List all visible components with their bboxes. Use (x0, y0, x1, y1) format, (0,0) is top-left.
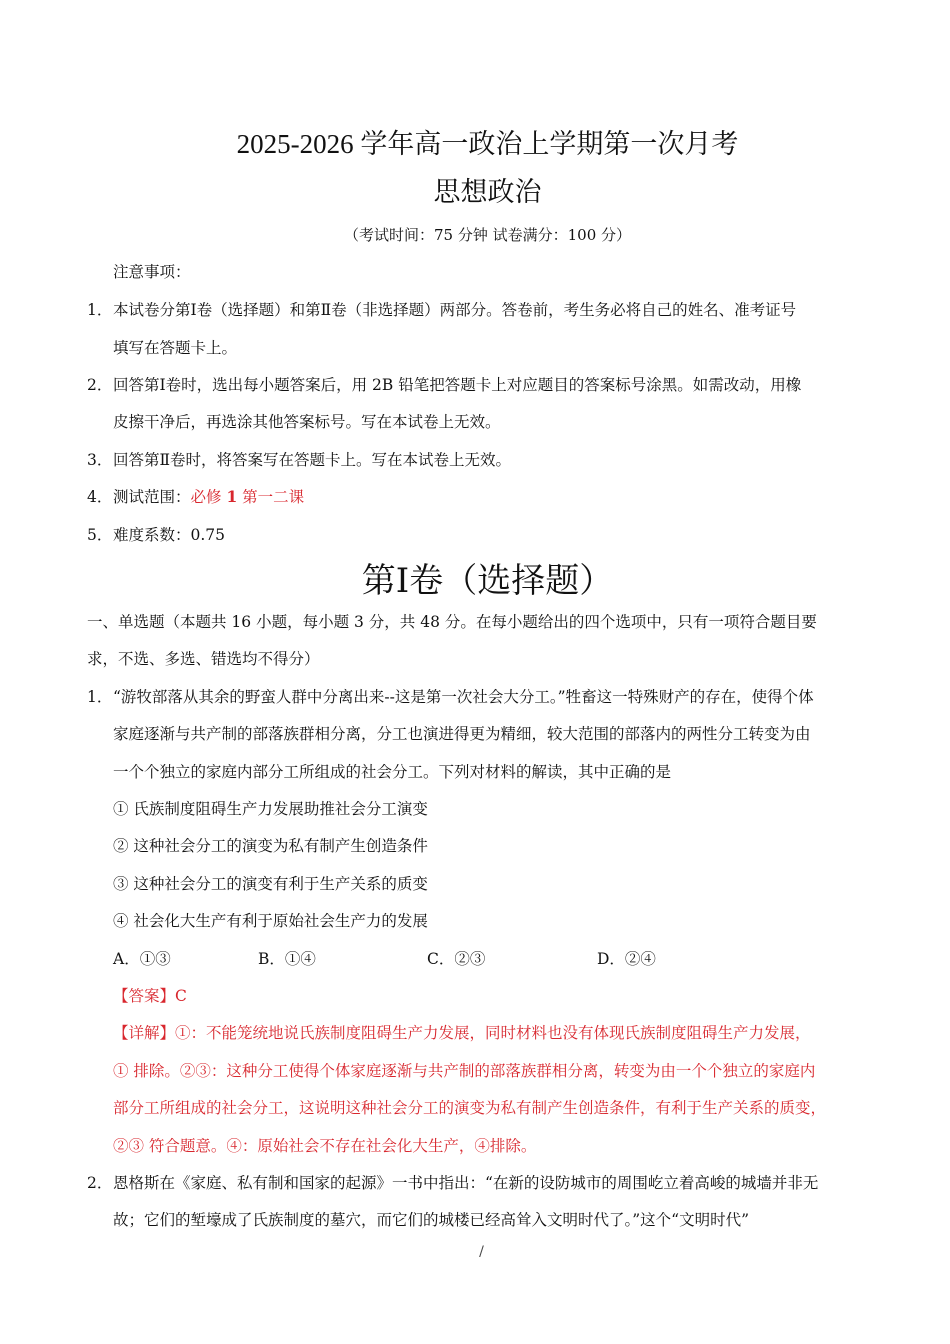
question-number: 1． (87, 688, 113, 706)
question-stem: 一个个独立的家庭内部分工所组成的社会分工。下列对材料的解读，其中正确的是 (113, 763, 672, 781)
question-stem: 家庭逐渐与共产制的部落族群相分离，分工也演进得更为精细，较大范围的部落内的两性分工转变为由 (113, 725, 811, 743)
difficulty: 难度系数：0.75 (113, 526, 226, 544)
statement: ④ 社会化大生产有利于原始社会生产力的发展 (113, 912, 428, 930)
note-text: 填写在答题卡上。 (113, 339, 238, 357)
option-b: B．①④ (258, 950, 316, 968)
page-marker: / (479, 1244, 484, 1260)
note-number: 1． (87, 301, 113, 319)
test-scope (113, 485, 304, 507)
test-scope-label: 测试范围： (113, 488, 191, 506)
analysis-line: 部分工所组成的社会分工，这说明这种社会分工的演变为私有制产生创造条件，有利于生产关系的质变， (113, 1099, 827, 1117)
note-number: 3． (87, 451, 113, 469)
answer-value: C (175, 987, 187, 1005)
note-number: 4． (87, 488, 113, 506)
test-scope-value: 必修 1 第一二课 (190, 487, 305, 506)
section-title: 第Ⅰ卷（选择题） (361, 561, 614, 601)
question-stem: “游牧部落从其余的野蛮人群中分离出来--这是第一次社会大分工。”牲畜这一特殊财产的存在，使得个体 (113, 688, 814, 706)
analysis-label: 【详解】 (113, 1024, 176, 1042)
section-instruction: 求，不选、多选、错选均不得分） (87, 650, 320, 668)
note-text: 回答第Ⅰ卷时，选出每小题答案后，用 2B 铅笔把答题卡上对应题目的答案标号涂黑。如需改动，用橡 (113, 376, 802, 394)
exam-info: （考试时间：75 分钟 试卷满分：100 分） (343, 226, 632, 244)
statement: ③ 这种社会分工的演变有利于生产关系的质变 (113, 875, 428, 893)
answer (113, 984, 187, 1006)
note-text: 本试卷分第Ⅰ卷（选择题）和第Ⅱ卷（非选择题）两部分。答卷前，考生务必将自己的姓名、准考证号 (113, 301, 797, 319)
statement: ① 氏族制度阻碍生产力发展助推社会分工演变 (113, 800, 428, 818)
option-c: C．②③ (427, 950, 486, 968)
question-stem: 故；它们的堑壕成了氏族制度的墓穴，而它们的城楼已经高耸入文明时代了。”这个“文明时代” (113, 1211, 750, 1229)
option-a: A．①③ (113, 950, 171, 968)
section-instruction: 一、单选题（本题共 16 小题，每小题 3 分，共 48 分。在每小题给出的四个选项中，只有一项符合题目要 (87, 613, 817, 631)
question-number: 2． (87, 1174, 113, 1192)
note-text: 皮擦干净后，再选涂其他答案标号。写在本试卷上无效。 (113, 413, 501, 431)
statement: ② 这种社会分工的演变为私有制产生创造条件 (113, 837, 428, 855)
analysis-line: ②③ 符合题意。④：原始社会不存在社会化大生产，④排除。 (113, 1137, 537, 1155)
note-number: 2． (87, 376, 113, 394)
note-text: 回答第Ⅱ卷时，将答案写在答题卡上。写在本试卷上无效。 (113, 451, 512, 469)
question-stem: 恩格斯在《家庭、私有制和国家的起源》一书中指出：“在新的设防城市的周围屹立着高峻的城墙并非无 (113, 1174, 819, 1192)
answer-label: 【答案】 (113, 987, 176, 1005)
analysis-line: 【详解】①：不能笼统地说氏族制度阻碍生产力发展，同时材料也没有体现氏族制度阻碍生产力发展， (113, 1024, 811, 1042)
subject-title: 思想政治 (433, 177, 542, 208)
note-number: 5． (87, 526, 113, 544)
notes-heading: 注意事项： (113, 263, 191, 281)
analysis-line: ① 排除。②③：这种分工使得个体家庭逐渐与共产制的部落族群相分离，转变为由一个个独立的家庭内 (113, 1062, 816, 1080)
option-d: D．②④ (597, 950, 656, 968)
exam-title: 2025-2026 学年高一政治上学期第一次月考 (236, 129, 739, 159)
